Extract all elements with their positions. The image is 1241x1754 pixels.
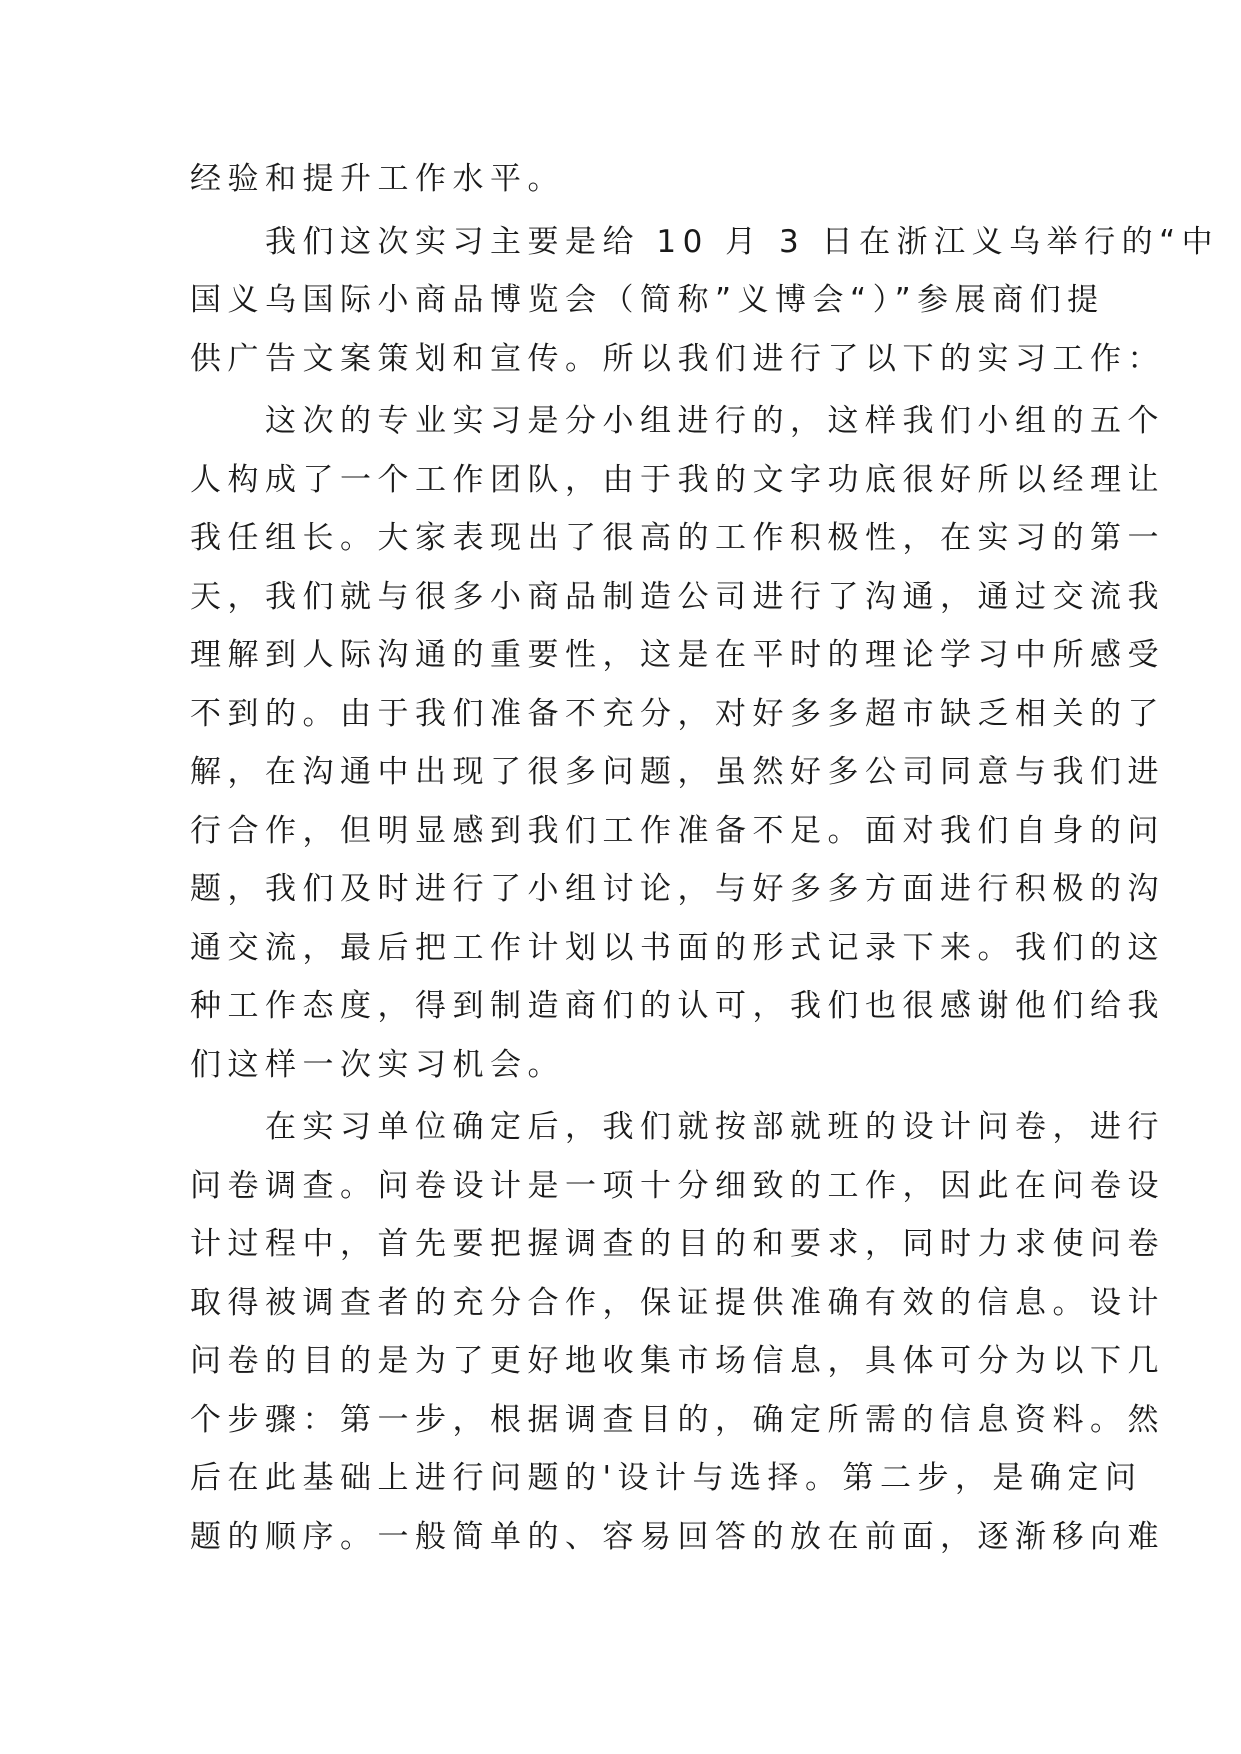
text-line: 不到的。由于我们准备不充分，对好多多超市缺乏相关的了 bbox=[190, 695, 1165, 732]
text-line: 行合作，但明显感到我们工作准备不足。面对我们自身的问 bbox=[190, 812, 1165, 849]
text-line: 我任组长。大家表现出了很高的工作积极性，在实习的第一 bbox=[190, 520, 1165, 556]
text-line: 天，我们就与很多小商品制造公司进行了沟通，通过交流我 bbox=[190, 578, 1165, 615]
text-line: 们这样一次实习机会。 bbox=[190, 1046, 565, 1083]
text-line: 国义乌国际小商品博览会（简称”义博会“）”参展商们提 bbox=[190, 282, 1105, 318]
text-line: 通交流，最后把工作计划以书面的形式记录下来。我们的这 bbox=[190, 929, 1165, 966]
text-line: 种工作态度，得到制造商们的认可，我们也很感谢他们给我 bbox=[190, 988, 1165, 1024]
text-line: 题的顺序。一般简单的、容易回答的放在前面，逐渐移向难 bbox=[190, 1518, 1165, 1555]
text-line: 计过程中，首先要把握调查的目的和要求，同时力求使问卷 bbox=[190, 1226, 1165, 1262]
text-line: 供广告文案策划和宣传。所以我们进行了以下的实习工作： bbox=[190, 340, 1165, 377]
text-line: 取得被调查者的充分合作，保证提供准确有效的信息。设计 bbox=[190, 1284, 1165, 1321]
text-line: 问卷调查。问卷设计是一项十分细致的工作，因此在问卷设 bbox=[190, 1167, 1165, 1204]
text-line: 解，在沟通中出现了很多问题，虽然好多公司同意与我们进 bbox=[190, 754, 1165, 790]
text-line: 问卷的目的是为了更好地收集市场信息，具体可分为以下几 bbox=[190, 1343, 1165, 1379]
text-line: 后在此基础上进行问题的'设计与选择。第二步，是确定问 bbox=[190, 1460, 1143, 1496]
text-line: 个步骤：第一步，根据调查目的，确定所需的信息资料。然 bbox=[190, 1401, 1165, 1438]
text-line: 我们这次实习主要是给 10 月 3 日在浙江义乌举行的“中 bbox=[190, 223, 1220, 260]
body-text bbox=[190, 150, 1220, 1566]
text-line: 人构成了一个工作团队，由于我的文字功底很好所以经理让 bbox=[190, 461, 1165, 498]
text-line: 经验和提升工作水平。 bbox=[190, 161, 565, 197]
text-line: 这次的专业实习是分小组进行的，这样我们小组的五个 bbox=[190, 403, 1165, 439]
text-line: 在实习单位确定后，我们就按部就班的设计问卷，进行 bbox=[190, 1109, 1165, 1145]
text-line: 理解到人际沟通的重要性，这是在平时的理论学习中所感受 bbox=[190, 637, 1165, 673]
text-line: 题，我们及时进行了小组讨论，与好多多方面进行积极的沟 bbox=[190, 871, 1165, 907]
